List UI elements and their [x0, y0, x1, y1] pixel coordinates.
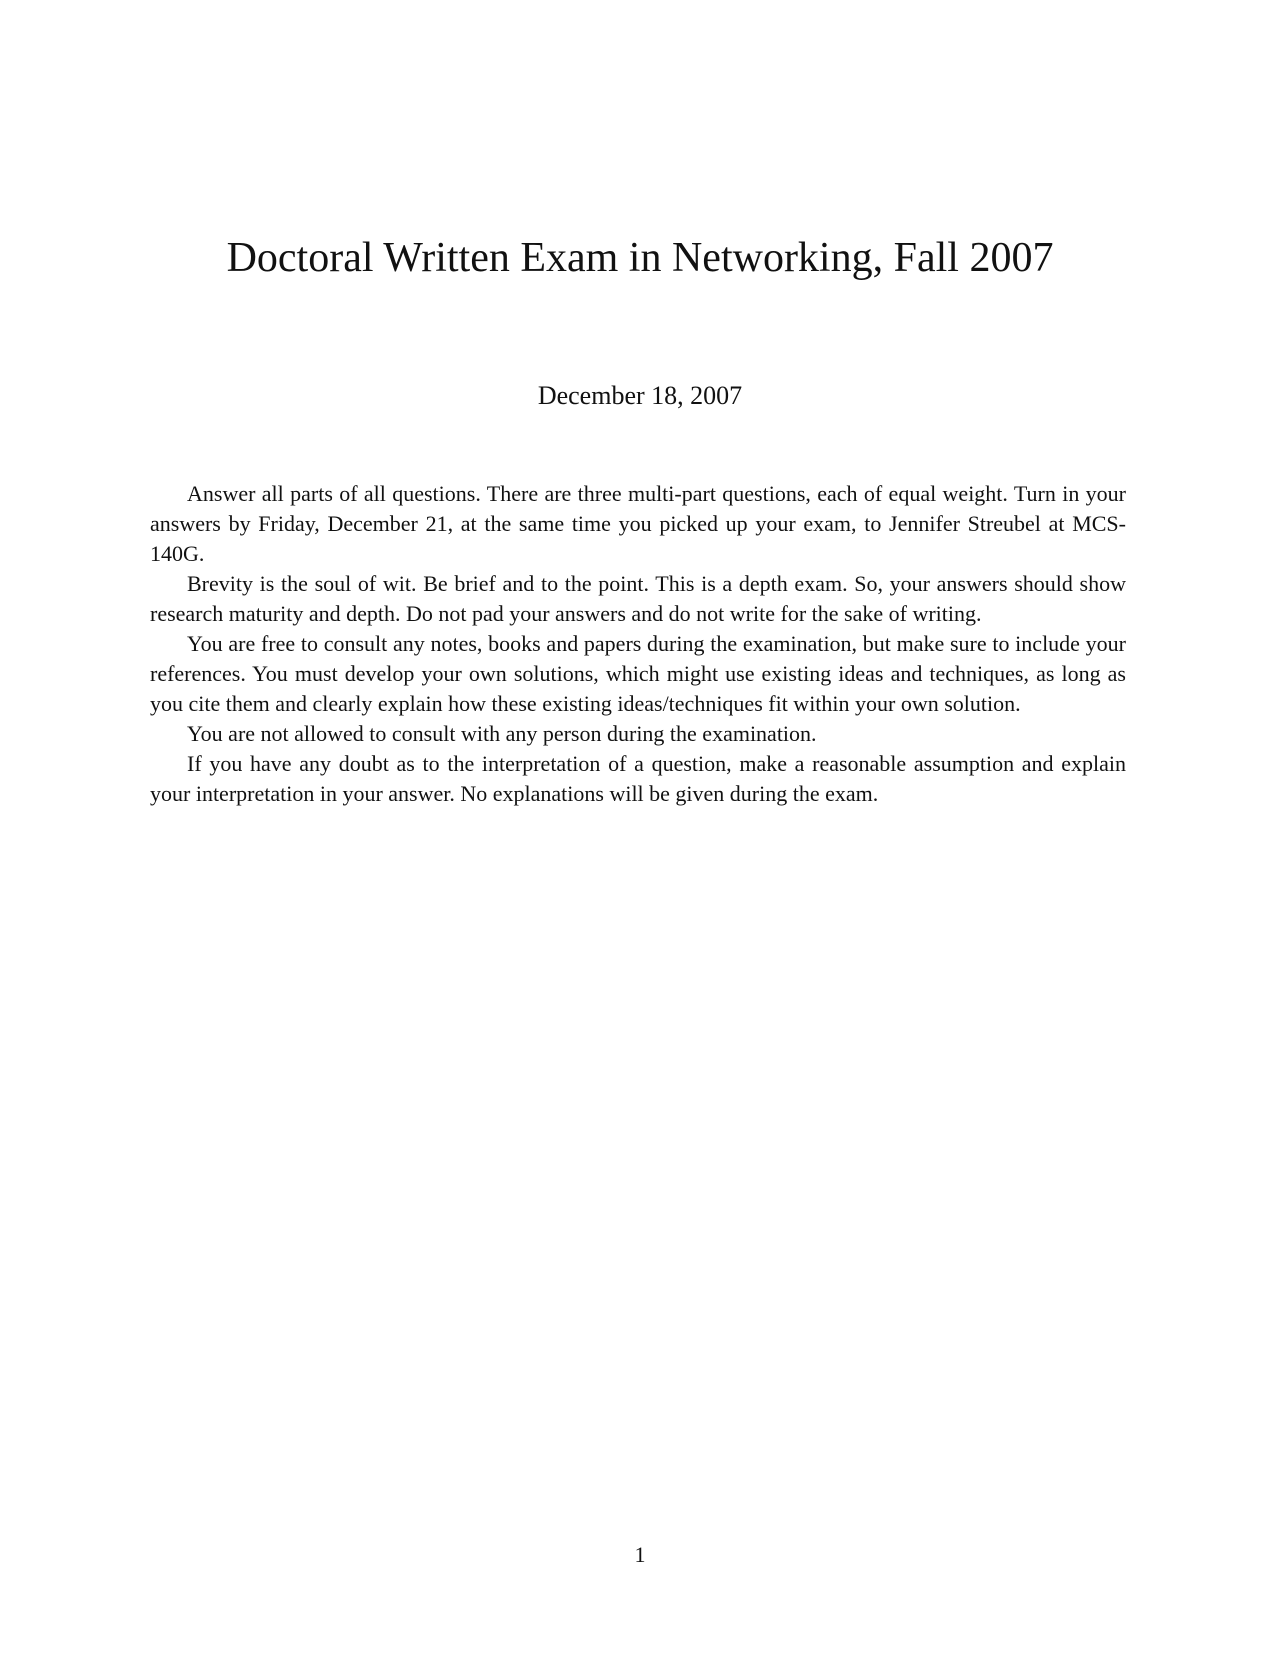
instructions-body — [150, 479, 1126, 809]
document-date: December 18, 2007 — [537, 381, 743, 410]
page-number: 1 — [634, 1542, 646, 1567]
instruction-paragraph: You are not allowed to consult with any person during the examination. — [187, 721, 817, 746]
document-title: Doctoral Written Exam in Networking, Fall 2007 — [226, 235, 1054, 281]
instruction-paragraph: You are free to consult any notes, books and papers during the examination, but make sure to include your references. You must develop your own solutions, which might use existing ideas and techniques, as long as you cite them and clearly explain how these existing ideas/techniques fit within your own solution. — [150, 631, 1126, 716]
instruction-paragraph: Answer all parts of all questions. There are three multi-part questions, each of equal weight. Turn in your answers by Friday, December 21, at the same time you picked up your exam, to Jennifer Streubel at MCS-140G. — [150, 481, 1126, 566]
instruction-paragraph: Brevity is the soul of wit. Be brief and to the point. This is a depth exam. So, your answers should show research maturity and depth. Do not pad your answers and do not write for the sake of writing. — [150, 571, 1126, 626]
instruction-paragraph: If you have any doubt as to the interpretation of a question, make a reasonable assumption and explain your interpretation in your answer. No explanations will be given during the exam. — [150, 751, 1126, 806]
